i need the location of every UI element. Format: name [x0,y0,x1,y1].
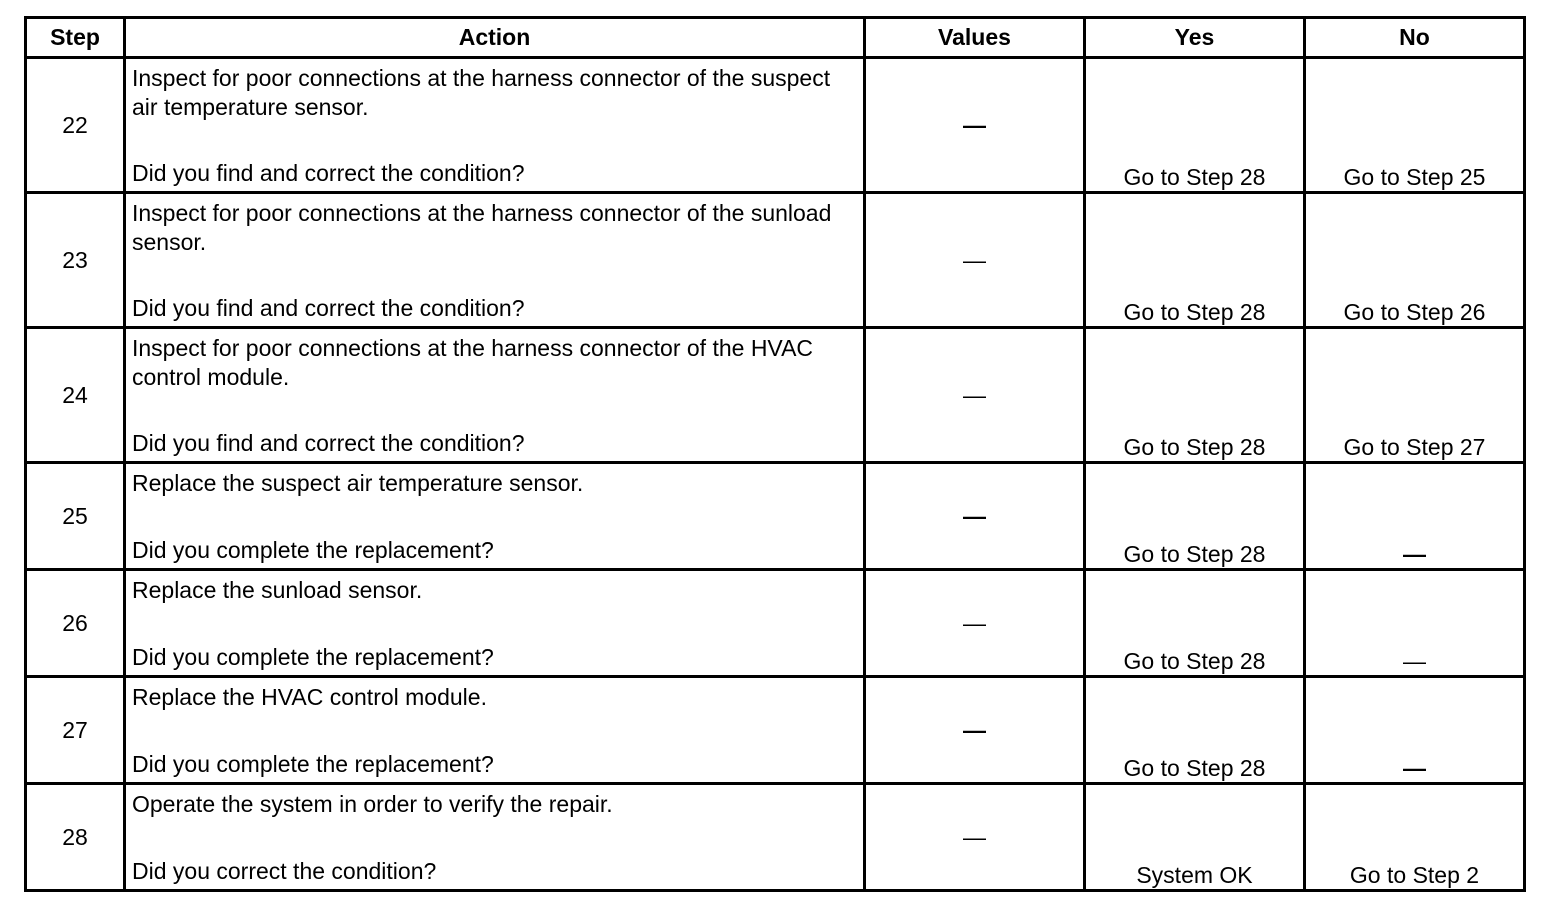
step-number: 25 [26,463,125,570]
action-instruction: Replace the HVAC control module. [132,684,487,710]
table-row [26,463,1525,570]
no-cell [1305,463,1525,570]
header-values: Values [865,18,1085,58]
action-cell [125,784,865,891]
action-cell [125,193,865,328]
values-dash: — [963,381,986,408]
table-row [26,784,1525,891]
yes-cell: Go to Step 28 [1085,58,1305,193]
step-number: 23 [26,193,125,328]
table-row [26,328,1525,463]
action-cell [125,58,865,193]
action-question: Did you correct the condition? [132,858,437,884]
values-cell [865,58,1085,193]
header-yes: Yes [1085,18,1305,58]
values-cell [865,784,1085,891]
values-dash: — [963,502,986,529]
action-instruction: Replace the sunload sensor. [132,577,423,603]
action-cell [125,570,865,677]
no-dash: — [1403,541,1426,567]
action-instruction: Inspect for poor connections at the harness connector of the suspect air temperature sensor. [132,65,831,120]
values-cell [865,193,1085,328]
values-dash: — [963,111,986,138]
yes-cell: Go to Step 28 [1085,193,1305,328]
no-cell: Go to Step 25 [1305,58,1525,193]
no-cell: Go to Step 27 [1305,328,1525,463]
values-dash: — [963,716,986,743]
step-number: 28 [26,784,125,891]
action-question: Did you find and correct the condition? [132,295,525,321]
action-instruction: Operate the system in order to verify the repair. [132,791,613,817]
values-dash: — [963,823,986,850]
values-cell [865,328,1085,463]
action-question: Did you complete the replacement? [132,537,494,563]
action-instruction: Replace the suspect air temperature sensor. [132,470,584,496]
no-cell [1305,677,1525,784]
no-dash: — [1403,648,1426,674]
no-cell [1305,570,1525,677]
yes-cell: Go to Step 28 [1085,328,1305,463]
no-cell: Go to Step 2 [1305,784,1525,891]
action-question: Did you find and correct the condition? [132,430,525,456]
values-cell [865,677,1085,784]
values-cell [865,570,1085,677]
header-no: No [1305,18,1525,58]
action-cell [125,328,865,463]
table-row [26,570,1525,677]
no-dash: — [1403,755,1426,781]
yes-cell: System OK [1085,784,1305,891]
step-number: 27 [26,677,125,784]
header-step: Step [26,18,125,58]
action-cell [125,463,865,570]
yes-cell: Go to Step 28 [1085,570,1305,677]
yes-cell: Go to Step 28 [1085,463,1305,570]
step-number: 26 [26,570,125,677]
values-dash: — [963,609,986,636]
values-dash: — [963,246,986,273]
yes-cell: Go to Step 28 [1085,677,1305,784]
action-instruction: Inspect for poor connections at the harness connector of the sunload sensor. [132,200,832,255]
action-cell [125,677,865,784]
action-question: Did you find and correct the condition? [132,160,525,186]
diagnostic-table [24,16,1526,892]
action-instruction: Inspect for poor connections at the harness connector of the HVAC control module. [132,335,814,390]
table-row [26,193,1525,328]
step-number: 22 [26,58,125,193]
action-question: Did you complete the replacement? [132,751,494,777]
table-row [26,677,1525,784]
values-cell [865,463,1085,570]
table-row [26,58,1525,193]
header-row [26,18,1525,58]
header-action: Action [125,18,865,58]
no-cell: Go to Step 26 [1305,193,1525,328]
action-question: Did you complete the replacement? [132,644,494,670]
step-number: 24 [26,328,125,463]
